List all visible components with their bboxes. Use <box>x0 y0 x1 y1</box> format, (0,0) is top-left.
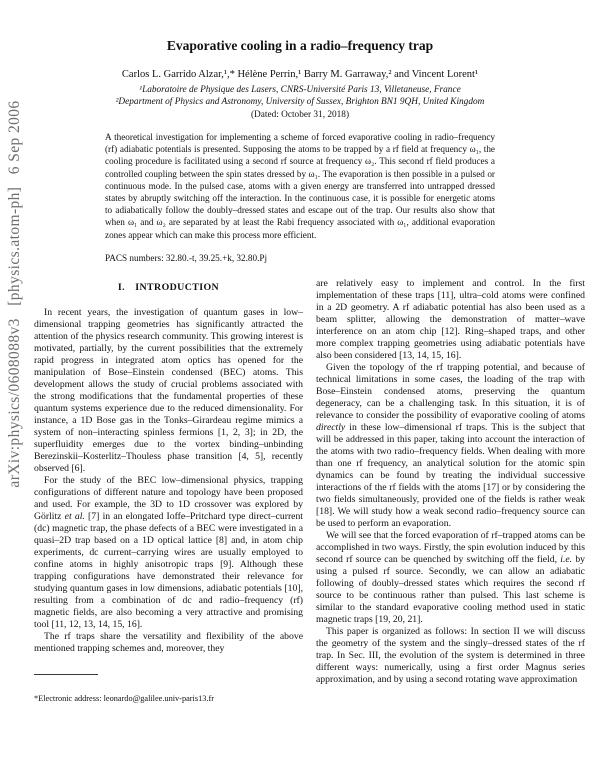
paragraph: In recent years, the investigation of quantum gases in low–dimensional trapping geometries has significantly attracted the attention of the physics research community. This growing interest is motivated, partially, by the current possibilities that the extremely rapid progress in integrated atom optics has opened for the manipulation of Bose–Einstein condensed (BEC) atoms. This development allows the study of crucial problems associated with the strong modifications that the fundamental properties of these quantum systems experience due to the reduced dimensionality. For instance, a 1D Bose gas in the Tonks–Girardeau regime mimics a system of non–interacting spinless fermions [1, 2, 3]; in 2D, the superfluidity emerges due to the vortex binding–unbinding Berezinskii–Kosterlitz–Thouless phase transition [4, 5], recently observed [6]. <box>34 306 303 474</box>
affiliation-1: ¹Laboratoire de Physique des Lasers, CNRS-Université Paris 13, Villetaneuse, France <box>139 85 461 95</box>
author-line: Carlos L. Garrido Alzar,¹,* Hélène Perrin,¹ Barry M. Garraway,² and Vincent Lorent¹ <box>121 69 479 80</box>
footnote-rule <box>34 674 98 675</box>
paragraph: We will see that the forced evaporation of rf–trapped atoms can be accomplished in two ways. Firstly, the spin evolution induced by this second rf source can be quenched by switching off the field, i.e. by using a pulsed rf source. Secondly, we can allow an adiabatic following of doubly–dressed states which requires the second rf source to be continuous rather than pulsed. This last scheme is similar to the standard evaporative cooling method used in static magnetic traps [19, 20, 21]. <box>316 529 585 625</box>
footnote-area <box>34 674 296 703</box>
right-column <box>316 278 585 686</box>
section-heading-introduction: I. INTRODUCTION <box>117 281 220 293</box>
date-line: (Dated: October 31, 2018) <box>250 110 350 120</box>
affiliation-2: ²Department of Physics and Astronomy, University of Sussex, Brighton BN1 9QH, United Kingdom <box>115 96 485 107</box>
paragraph: This paper is organized as follows: In section II we will discuss the geometry of the system and the singly–dressed states of the rf trap. In Sec. III, the evolution of the system is determined in three different ways: numerically, using a first order Magnus series approximation, and by using a second rotating wave approximation <box>316 625 585 685</box>
pacs-line: PACS numbers: 32.80.-t, 39.25.+k, 32.80.Pj <box>105 252 268 263</box>
abstract: A theoretical investigation for implementing a scheme of forced evaporative cooling in radio–frequency (rf) adiabatic potentials is presented. Supposing the atoms to be trapped by a rf field at frequency ω₁, the cooling procedure is facilitated using a second rf source at frequency ω₂. This second rf field produces a controlled coupling between the spin states dressed by ω₁. The evaporation is then possible in a pulsed or continuous mode. In the pulsed case, atoms with a given energy are transferred into untrapped dressed states by abruptly switching off the interaction. In the continuous case, it is possible for energetic atoms to adiabatically follow the doubly–dressed states and escape out of the trap. Our results also show that when ω₁ and ω₂ are separated by at least the Rabi frequency associated with ω₁, additional evaporation zones appear which can make this process more efficient. <box>105 132 495 240</box>
paragraph: For the study of the BEC low–dimensional physics, trapping configurations of different nature and topology have been proposed and used. For example, the 3D to 1D crossover was explored by Görlitz et al. [7] in an elongated Ioffe–Pritchard type direct–current (dc) magnetic trap, the phase defects of a BEC were investigated in a quasi–2D trap based on a 1D optical lattice [8] and, in atom chip experiments, dc current–carrying wires are usually employed to confine atoms in highly anisotropic traps [9]. Although these trapping configurations have demonstrated their relevance for studying quantum gases in low dimensions, adiabatic potentials [10], resulting from a combination of dc and radio–frequency (rf) magnetic fields, are also becoming a very attractive and promising tool [11, 12, 13, 14, 15, 16]. <box>34 474 303 630</box>
paper-title: Evaporative cooling in a radio–frequency trap <box>166 38 434 53</box>
arxiv-watermark: arXiv:physics/0608088v3 [physics.atom-ph] 6 Sep 2006 <box>6 100 23 488</box>
footnote-email: *Electronic address: leonardo@galilee.univ-paris13.fr <box>34 694 214 703</box>
left-column <box>34 278 303 686</box>
paragraph: The rf traps share the versatility and flexibility of the above mentioned trapping schemes and, moreover, they <box>34 630 303 654</box>
two-column-body <box>0 278 600 686</box>
paragraph: Given the topology of the rf trapping potential, and because of technical limitations in some cases, the loading of the trap with Bose–Einstein condensed atoms, preserving the quantum degeneracy, can be a challenging task. In this situation, it is of relevance to consider the possibility of evaporative cooling of atoms directly in these low–dimensional rf traps. This is the subject that will be addressed in this paper, taking into account the interaction of the atoms with two radio–frequency fields. When dealing with more than one rf frequency, an analytical solution for the atomic spin dynamics can be found by treating the individual successive interactions of the rf fields with the atoms [17] or by considering the two fields simultaneously, provided one of the fields is rather weak [18]. We will study how a weak second radio–frequency source can be used to perform an evaporation. <box>316 361 585 529</box>
paragraph: are relatively easy to implement and control. In the first implementation of these traps [11], ultra–cold atoms were confined in a 2D geometry. A rf adiabatic potential has also been used as a beam splitter, allowing the demonstration of matter–wave interference on an atom chip [12]. Ring–shaped traps, and other more complex trapping geometries using adiabatic potentials have also been considered [13, 14, 15, 16]. <box>316 277 585 361</box>
